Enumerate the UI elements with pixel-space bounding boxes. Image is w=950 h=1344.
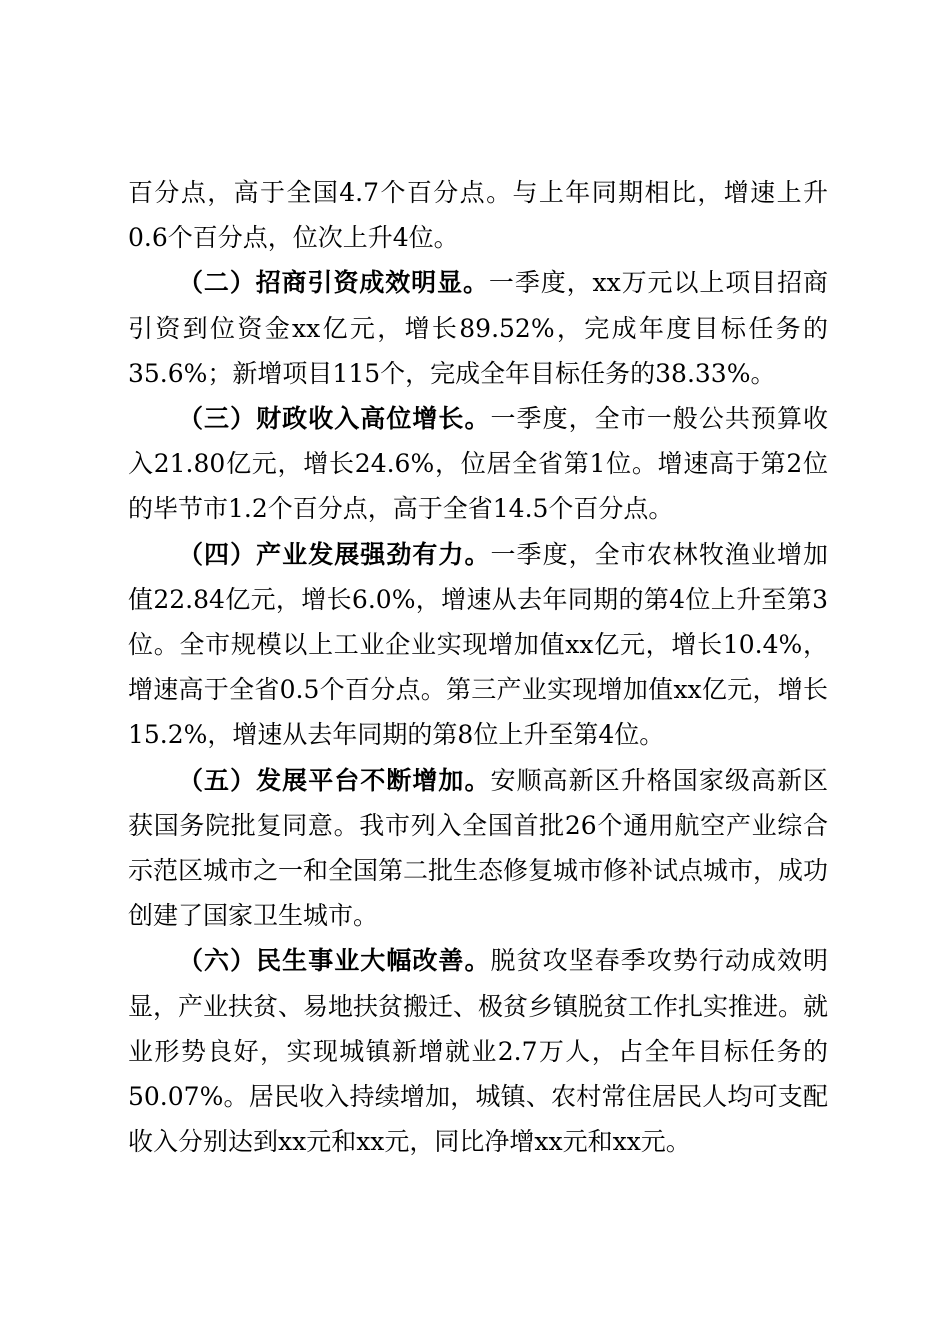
paragraph-text: 百分点，高于全国4.7个百分点。与上年同期相比，增速上升0.6个百分点，位次上升4位。 [128,178,828,253]
document-body [128,170,828,1164]
section-heading-industry: （四）产业发展强劲有力。 [178,539,491,569]
section-heading-fiscal: （三）财政收入高位增长。 [178,404,491,434]
paragraph-platform [128,758,828,939]
paragraph-investment [128,260,828,396]
paragraph-industry [128,532,828,758]
section-heading-investment: （二）招商引资成效明显。 [178,268,489,298]
paragraph-livelihood [128,938,828,1164]
paragraph-fiscal [128,396,828,532]
paragraph-text: 一季度，全市一般公共预算收入21.80亿元，增长24.6%，位居全省第1位。增速高于第2位的毕节市1.2个百分点，高于全省14.5个百分点。 [128,404,828,524]
section-heading-platform: （五）发展平台不断增加。 [178,765,491,795]
paragraph-text: 安顺高新区升格国家级高新区获国务院批复同意。我市列入全国首批26个通用航空产业综合示范区城市之一和全国第二批生态修复城市修补试点城市，成功创建了国家卫生城市。 [128,765,829,931]
paragraph-continuation [128,170,828,260]
paragraph-text: 一季度，全市农林牧渔业增加值22.84亿元，增长6.0%，增速从去年同期的第4位上升至第3位。全市规模以上工业企业实现增加值xx亿元，增长10.4%，增速高于全省0.5个百分点。第三产业实现增加值xx亿元，增长15.2%，增速从去年同期的第8位上升至第4位。 [128,539,828,750]
section-heading-livelihood: （六）民生事业大幅改善。 [178,946,491,976]
paragraph-text: 脱贫攻坚春季攻势行动成效明显，产业扶贫、易地扶贫搬迁、极贫乡镇脱贫工作扎实推进。就业形势良好，实现城镇新增就业2.7万人，占全年目标任务的50.07%。居民收入持续增加，城镇、农村常住居民人均可支配收入分别达到xx元和xx元，同比净增xx元和xx元。 [128,946,829,1157]
paragraph-text: 一季度，xx万元以上项目招商引资到位资金xx亿元，增长89.52%，完成年度目标任务的35.6%；新增项目115个，完成全年目标任务的38.33%。 [128,268,828,388]
